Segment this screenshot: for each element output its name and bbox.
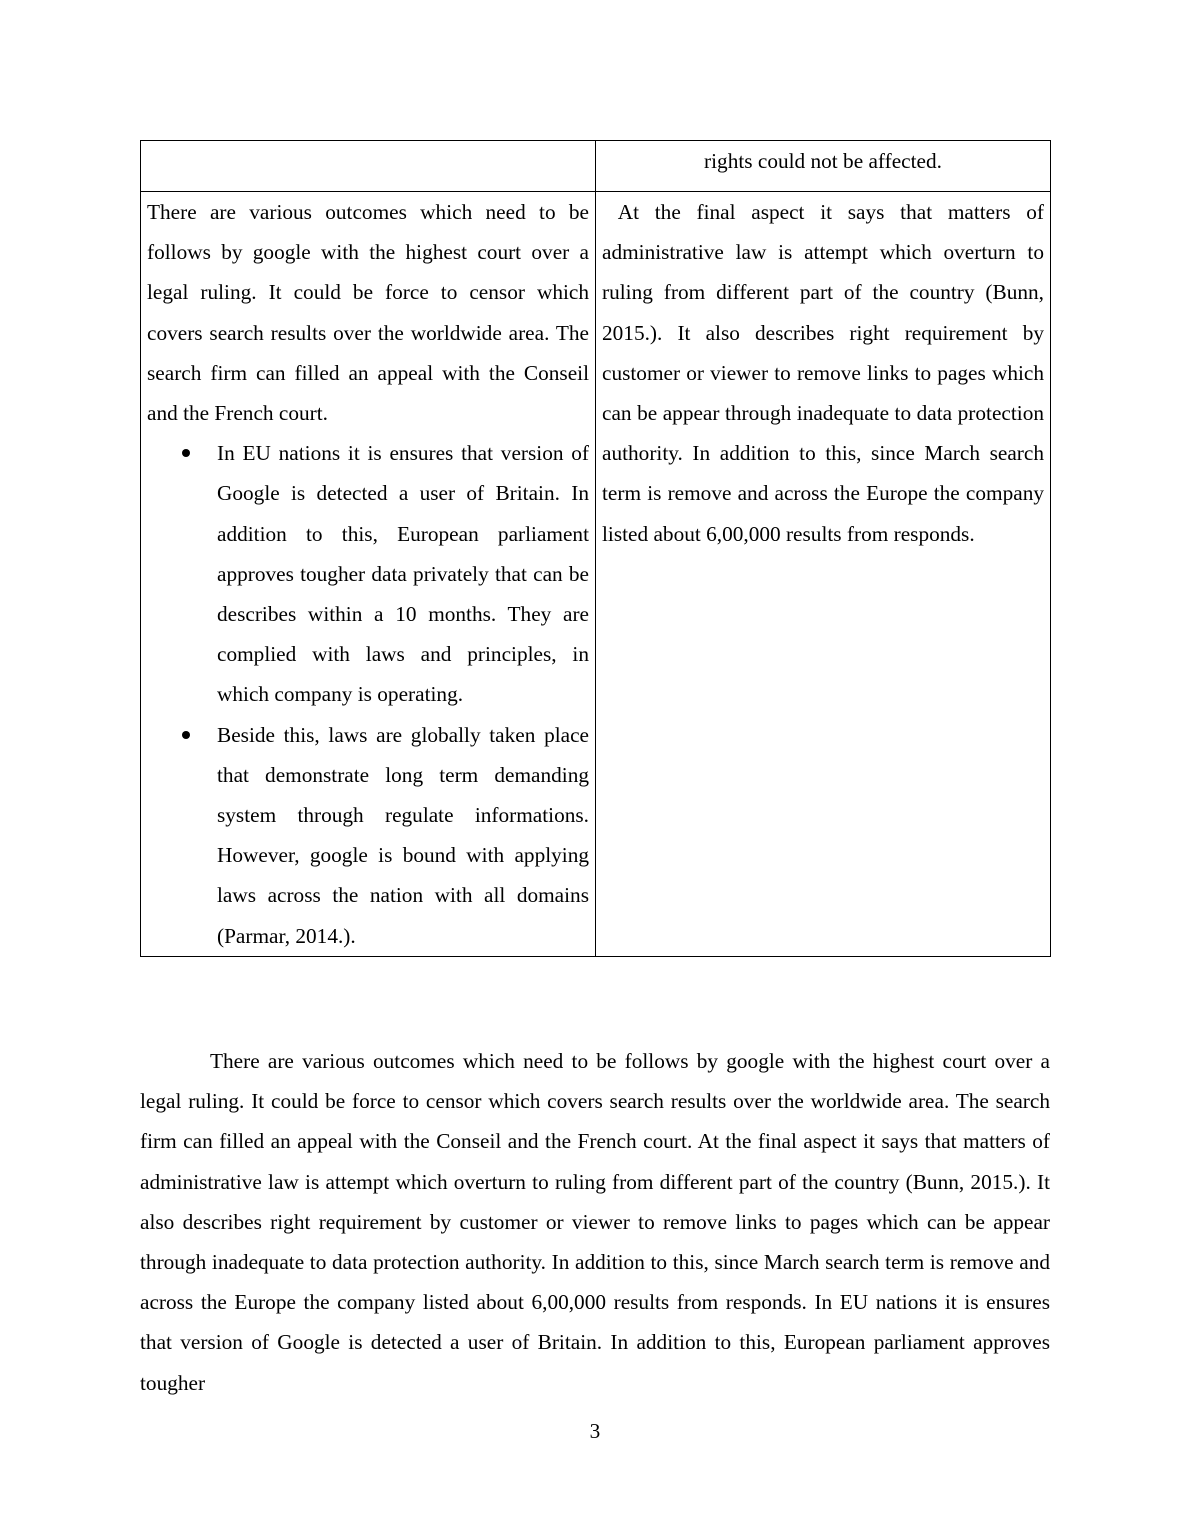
table-cell-right [596, 192, 1051, 957]
table-row [141, 192, 1051, 957]
table-cell-left-empty [141, 141, 596, 192]
bullet-text: In EU nations it is ensures that version of Google is detected a user of Britain. In addition to this, European parliament approves tougher data privately that can be describes within a 10 months. They are complied with laws and principles, in which company is operating. [217, 441, 589, 707]
content-table [140, 140, 1051, 957]
page-number: 3 [589, 1419, 601, 1443]
bullet-dot-icon [182, 731, 190, 739]
table-cell-left [141, 192, 596, 957]
body-paragraph: There are various outcomes which need to be follows by google with the highest court over a legal ruling. It could be force to censor which covers search results over the worldwide area. The search firm can filled an appeal with the Conseil and the French court. At the final aspect it says that matters of administrative law is attempt which overturn to ruling from different part of the country (Bunn, 2015.). It also describes right requirement by customer or viewer to remove links to pages which can be appear through inadequate to data protection authority. In addition to this, since March search term is remove and across the Europe the company listed about 6,00,000 results from responds. In EU nations it is ensures that version of Google is detected a user of Britain. In addition to this, European parliament approves tougher [140, 1049, 1050, 1395]
table-cell-right-continuation: rights could not be affected. [596, 141, 1051, 192]
left-cell-paragraph: There are various outcomes which need to be follows by google with the highest court over a legal ruling. It could be force to censor which covers search results over the worldwide area. The search firm can filled an appeal with the Conseil and the French court. [147, 200, 589, 426]
bullet-text: Beside this, laws are globally taken place that demonstrate long term demanding system through regulate informations. However, google is bound with applying laws across the nation with all domains (Parmar, 2014.). [217, 722, 589, 948]
bullet-dot-icon [182, 449, 190, 457]
bullet-item [147, 715, 589, 956]
bullet-list [147, 433, 589, 956]
right-cell-text: At the final aspect it says that matters of administrative law is attempt which overturn to ruling from different part of the country (Bunn, 2015.). It also describes right requirement by customer or viewer to remove links to pages which can be appear through inadequate to data protection authority. In addition to this, since March search term is remove and across the Europe the company listed about 6,00,000 results from responds. [602, 200, 1044, 546]
table-row [141, 141, 1051, 192]
right-cell-paragraph [602, 192, 1044, 554]
bullet-item [147, 433, 589, 714]
